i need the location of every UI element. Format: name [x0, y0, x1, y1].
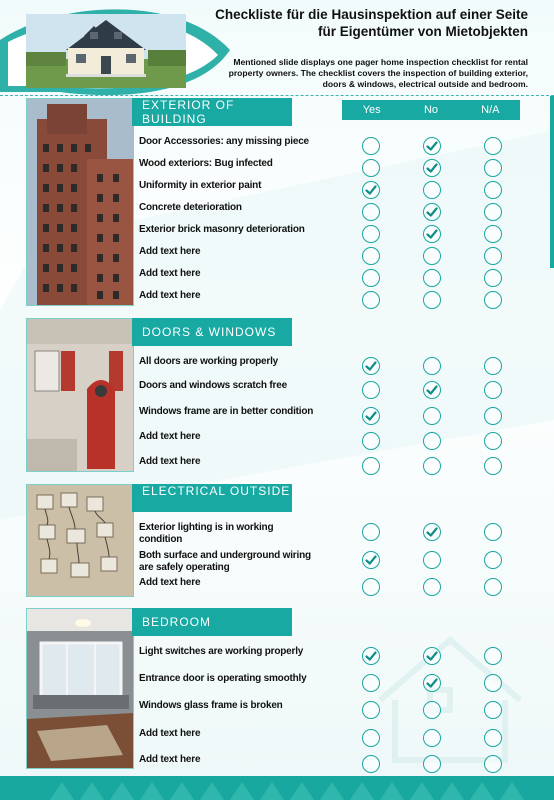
row-label: Light switches are working properly: [139, 646, 304, 657]
checkbox-no[interactable]: [423, 647, 441, 665]
checkbox-no[interactable]: [423, 578, 441, 596]
check-icon: [426, 384, 438, 396]
column-yes: Yes: [362, 104, 381, 116]
check-icon: [365, 410, 377, 422]
row-label: Add text here: [139, 456, 201, 467]
checkbox-no[interactable]: [423, 181, 441, 199]
checklist-row: [139, 673, 539, 695]
check-icon: [426, 526, 438, 538]
row-label: Both surface and underground wiring are safely operating: [139, 550, 311, 573]
row-label: Doors and windows scratch free: [139, 380, 287, 391]
checklist-row: [139, 431, 539, 453]
checkbox-no[interactable]: [423, 357, 441, 375]
row-label: Exterior brick masonry deterioration: [139, 224, 305, 235]
row-label: Entrance door is operating smoothly: [139, 673, 307, 684]
row-label: Add text here: [139, 268, 201, 279]
checkbox-no[interactable]: [423, 729, 441, 747]
section-title-electrical: ELECTRICAL OUTSIDE: [132, 484, 292, 512]
page-description: Mentioned slide displays one pager home inspection checklist for rental property owners. The checklist covers the inspection of building exterior, doors & windows, electrical outside and bedroom.: [228, 57, 528, 89]
checkbox-no[interactable]: [423, 137, 441, 155]
checkbox-na[interactable]: [484, 357, 502, 375]
row-label: All doors are working properly: [139, 356, 279, 367]
checkbox-na[interactable]: [484, 647, 502, 665]
check-icon: [426, 140, 438, 152]
checklist-row: [139, 550, 539, 572]
checkbox-na[interactable]: [484, 755, 502, 773]
row-label: Door Accessories: any missing piece: [139, 136, 309, 147]
check-icon: [426, 162, 438, 174]
check-icon: [426, 206, 438, 218]
checkbox-yes[interactable]: [362, 457, 380, 475]
bedroom-photo: [26, 608, 134, 769]
house-photo: [26, 14, 186, 88]
checkbox-na[interactable]: [484, 291, 502, 309]
checklist-row: [139, 290, 539, 312]
row-label: Add text here: [139, 246, 201, 257]
row-label: Uniformity in exterior paint: [139, 180, 262, 191]
row-label: Add text here: [139, 577, 201, 588]
section-title-exterior: EXTERIOR OF BUILDING: [132, 98, 292, 126]
checkbox-no[interactable]: [423, 407, 441, 425]
checkbox-no[interactable]: [423, 291, 441, 309]
row-label: Windows frame are in better condition: [139, 406, 314, 417]
checklist-row: [139, 754, 539, 776]
checkbox-yes[interactable]: [362, 159, 380, 177]
checkbox-yes[interactable]: [362, 647, 380, 665]
checklist-row: [139, 246, 539, 268]
checkbox-na[interactable]: [484, 159, 502, 177]
checkbox-no[interactable]: [423, 381, 441, 399]
check-icon: [365, 184, 377, 196]
row-label: Wood exteriors: Bug infected: [139, 158, 273, 169]
checkbox-no[interactable]: [423, 457, 441, 475]
checkbox-no[interactable]: [423, 523, 441, 541]
checkbox-yes[interactable]: [362, 225, 380, 243]
checkbox-no[interactable]: [423, 432, 441, 450]
checkbox-yes[interactable]: [362, 291, 380, 309]
exterior-photo: [26, 98, 134, 306]
checkbox-na[interactable]: [484, 225, 502, 243]
checkbox-yes[interactable]: [362, 181, 380, 199]
checkbox-no[interactable]: [423, 701, 441, 719]
checkbox-yes[interactable]: [362, 203, 380, 221]
checkbox-na[interactable]: [484, 551, 502, 569]
check-icon: [365, 360, 377, 372]
row-label: Exterior lighting is in working condition: [139, 522, 274, 545]
checkbox-na[interactable]: [484, 432, 502, 450]
row-label: Add text here: [139, 754, 201, 765]
checkbox-yes[interactable]: [362, 755, 380, 773]
checkbox-yes[interactable]: [362, 674, 380, 692]
row-label: Add text here: [139, 290, 201, 301]
checkbox-na[interactable]: [484, 674, 502, 692]
checkbox-yes[interactable]: [362, 551, 380, 569]
checklist-row: [139, 158, 539, 180]
checkbox-yes[interactable]: [362, 578, 380, 596]
column-na: N/A: [481, 104, 500, 116]
checkbox-no[interactable]: [423, 755, 441, 773]
header-divider: [0, 95, 554, 96]
row-label: Add text here: [139, 728, 201, 739]
checklist-row: [139, 406, 539, 428]
checklist-row: [139, 268, 539, 290]
electrical-photo: [26, 484, 134, 597]
check-icon: [426, 677, 438, 689]
check-icon: [426, 228, 438, 240]
checkbox-na[interactable]: [484, 523, 502, 541]
checkbox-yes[interactable]: [362, 432, 380, 450]
checkbox-na[interactable]: [484, 578, 502, 596]
checkbox-yes[interactable]: [362, 357, 380, 375]
checkbox-na[interactable]: [484, 137, 502, 155]
checkbox-yes[interactable]: [362, 381, 380, 399]
checklist-row: [139, 456, 539, 478]
check-icon: [365, 650, 377, 662]
checkbox-no[interactable]: [423, 203, 441, 221]
checkbox-yes[interactable]: [362, 701, 380, 719]
checklist-row: [139, 380, 539, 402]
checklist-row: [139, 356, 539, 378]
checkbox-na[interactable]: [484, 381, 502, 399]
check-icon: [426, 650, 438, 662]
checkbox-na[interactable]: [484, 407, 502, 425]
checkbox-na[interactable]: [484, 269, 502, 287]
checkbox-yes[interactable]: [362, 729, 380, 747]
checkbox-na[interactable]: [484, 203, 502, 221]
checklist-row: [139, 700, 539, 722]
row-label: Windows glass frame is broken: [139, 700, 283, 711]
checkbox-yes[interactable]: [362, 247, 380, 265]
checkbox-no[interactable]: [423, 225, 441, 243]
checkbox-yes[interactable]: [362, 137, 380, 155]
checkbox-na[interactable]: [484, 701, 502, 719]
checkbox-yes[interactable]: [362, 269, 380, 287]
row-label: Add text here: [139, 431, 201, 442]
column-header: [342, 100, 520, 120]
checklist-row: [139, 577, 539, 599]
checkbox-na[interactable]: [484, 457, 502, 475]
checklist-row: [139, 202, 539, 224]
checklist-row: [139, 136, 539, 158]
checkbox-na[interactable]: [484, 247, 502, 265]
checkbox-yes[interactable]: [362, 523, 380, 541]
row-label: Concrete deterioration: [139, 202, 242, 213]
checklist-row: [139, 224, 539, 246]
checkbox-no[interactable]: [423, 247, 441, 265]
check-icon: [365, 554, 377, 566]
checklist-row: [139, 180, 539, 202]
checklist-row: [139, 646, 539, 668]
checkbox-no[interactable]: [423, 269, 441, 287]
page-header: [0, 0, 554, 96]
checkbox-yes[interactable]: [362, 407, 380, 425]
checklist-row: [139, 728, 539, 750]
checklist-row: [139, 522, 539, 544]
checkbox-na[interactable]: [484, 729, 502, 747]
page-title: Checkliste für die Hausinspektion auf einer Seite für Eigentümer von Mietobjekten: [215, 7, 528, 39]
section-title-bedroom: BEDROOM: [132, 608, 292, 636]
checkbox-no[interactable]: [423, 159, 441, 177]
section-title-doors: DOORS & WINDOWS: [132, 318, 292, 346]
doors-photo: [26, 318, 134, 472]
checkbox-no[interactable]: [423, 674, 441, 692]
column-no: No: [423, 104, 439, 116]
checkbox-na[interactable]: [484, 181, 502, 199]
right-accent-bar: [550, 96, 554, 268]
page-footer: [0, 776, 554, 800]
checkbox-no[interactable]: [423, 551, 441, 569]
